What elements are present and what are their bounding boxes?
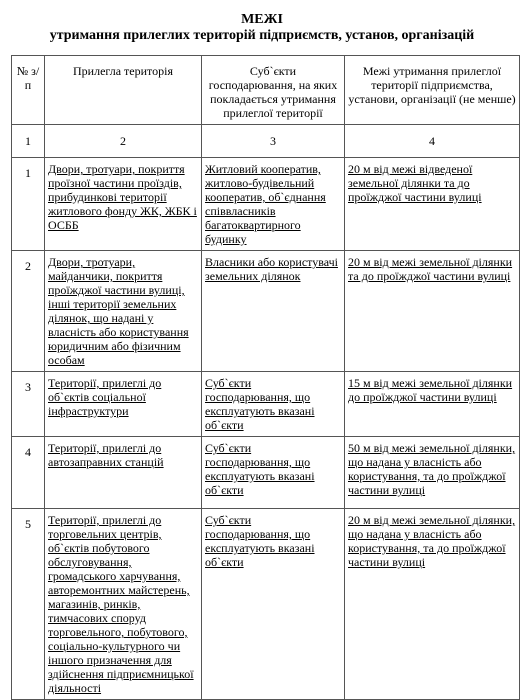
table-row: [12, 372, 520, 437]
column-index: 1: [12, 125, 45, 158]
row-territory: Двори, тротуари, покриття проїзної частини проїздів, прибудинкові території житлового фонду ЖК, ЖБК і ОСББ: [45, 158, 202, 251]
row-subjects: Житловий кооператив, житлово-будівельний кооператив, об`єднання співвласників багатоквартирного будинку: [202, 158, 345, 251]
row-number: 5: [12, 509, 45, 700]
row-number: 2: [12, 251, 45, 372]
row-limits: 50 м від межі земельної ділянки, що надана у власність або користування, та до проїжджої частини вулиці: [345, 437, 520, 509]
table-row: [12, 437, 520, 509]
column-index: 3: [202, 125, 345, 158]
column-index-row: [12, 125, 520, 158]
row-limits: 20 м від межі відведеної земельної ділянки та до проїжджої частини вулиці: [345, 158, 520, 251]
row-number: 1: [12, 158, 45, 251]
row-territory: Території, прилеглі до автозаправних станцій: [45, 437, 202, 509]
boundaries-table: [11, 55, 520, 700]
row-limits: 20 м від межі земельної ділянки, що надана у власність або користування, та до проїжджої частини вулиці: [345, 509, 520, 700]
column-index: 2: [45, 125, 202, 158]
table-row: [12, 158, 520, 251]
table-row: [12, 251, 520, 372]
row-subjects: Суб`єкти господарювання, що експлуатують вказані об`єкти: [202, 509, 345, 700]
row-territory: Території, прилеглі до об`єктів соціальної інфраструктури: [45, 372, 202, 437]
column-index: 4: [345, 125, 520, 158]
row-limits: 15 м від межі земельної ділянки до проїжджої частини вулиці: [345, 372, 520, 437]
document-subtitle: утримання прилеглих територій підприємств, установ, організацій: [49, 28, 475, 43]
table-header-row: [12, 56, 520, 125]
row-limits: 20 м від межі земельної ділянки та до проїжджої частини вулиці: [345, 251, 520, 372]
row-territory: Території, прилеглі до торговельних центрів, об`єктів побутового обслуговування, громадського харчування, авторемонтних майстерень, магазинів, ринків, тимчасових споруд торговельного, побутового, соціально-культурного чи іншого призначення для здійснення підприємницької діяльності: [45, 509, 202, 700]
column-header-territory: Прилегла територія: [45, 56, 202, 125]
row-territory: Двори, тротуари, майданчики, покриття проїжджої частини вулиці, інші території земельних ділянок, що надані у власність або користування юридичним або фізичним особам: [45, 251, 202, 372]
row-number: 4: [12, 437, 45, 509]
column-header-subjects: Суб`єкти господарювання, на яких покладається утримання прилеглої території: [202, 56, 345, 125]
row-subjects: Власники або користувачі земельних ділянок: [202, 251, 345, 372]
table-row: [12, 509, 520, 700]
document-title: МЕЖІ: [241, 12, 283, 27]
column-header-number: № з/п: [12, 56, 45, 125]
row-subjects: Суб`єкти господарювання, що експлуатують вказані об`єкти: [202, 372, 345, 437]
row-subjects: Суб`єкти господарювання, що експлуатують вказані об`єкти: [202, 437, 345, 509]
column-header-limits: Межі утримання прилеглої території підприємства, установи, організації (не менше): [345, 56, 520, 125]
row-number: 3: [12, 372, 45, 437]
